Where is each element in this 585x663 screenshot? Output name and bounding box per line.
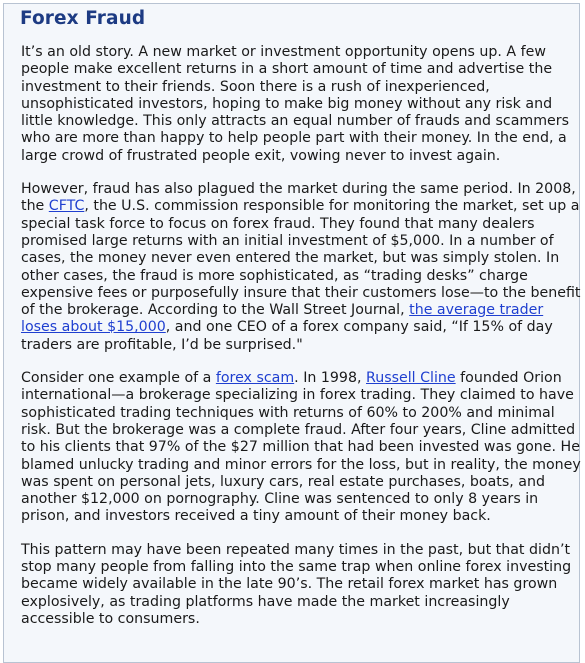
- paragraph-text: Consider one example of a: [21, 370, 216, 387]
- paragraph-pattern: This pattern may have been repeated many times in the past, but that didn’t stop many people from falling into the same trap when online forex investing became widely available in the late 90’s. The retail forex market has grown explosively, as trading platforms have made the market increasingly accessible to consumers.: [21, 541, 572, 627]
- paragraph-cftc: [21, 181, 581, 354]
- article-title: Forex Fraud: [20, 8, 146, 29]
- paragraph-intro: It’s an old story. A new market or investment opportunity opens up. A few people make excellent returns in a short amount of time and advertise the investment to their friends. Soon there is a rush of inexperienced, unsophisticated investors, hoping to make big money without any risk and little knowledge. This only attracts an equal number of frauds and scammers who are more than happy to help people part with their money. In the end, a large crowd of frustrated people exit, vowing never to invest again.: [21, 44, 569, 164]
- cftc-link[interactable]: CFTC: [48, 198, 85, 215]
- average-trader-loss-link[interactable]: the average trader loses about $15,000: [21, 302, 544, 336]
- paragraph-scam-example: [21, 370, 581, 526]
- article-panel: [3, 3, 580, 663]
- russell-cline-link[interactable]: Russell Cline: [366, 370, 456, 387]
- forex-scam-link[interactable]: forex scam: [215, 370, 295, 387]
- paragraph-text: . In 1998,: [294, 370, 367, 387]
- article-body: [21, 44, 581, 644]
- paragraph-text: founded Orion international—a brokerage specializing in forex trading. They claimed to have sophisticated trading techniques with returns of 60% to 200% and minimal risk. But the brokerage was a complete fraud. After four years, Cline admitted to his clients that 97% of the $27 million that had been invested was gone. He blamed unlucky trading and minor errors for the loss, but in reality, the money was spent on personal jets, luxury cars, real estate purchases, boats, and another $12,000 on pornography. Cline was sentenced to only 8 years in prison, and investors received a tiny amount of their money back.: [21, 370, 581, 525]
- paragraph-text: However, fraud has also plagued the market during the same period. In 2008, the: [21, 181, 576, 215]
- paragraph-text: , and one CEO of a forex company said, “If 15% of day traders are profitable, I’d be surprised.": [21, 319, 553, 353]
- paragraph-text: , the U.S. commission responsible for monitoring the market, set up a special task force to focus on forex fraud. They found that many dealers promised large returns with an initial investment of $5,000. In a number of cases, the money never even entered the market, but was simply stolen. In other cases, the fraud is more sophisticated, as “trading desks” charge expensive fees or purposefully insure that their customers lose—to the benefit of the brokerage. According to the Wall Street Journal,: [21, 198, 581, 319]
